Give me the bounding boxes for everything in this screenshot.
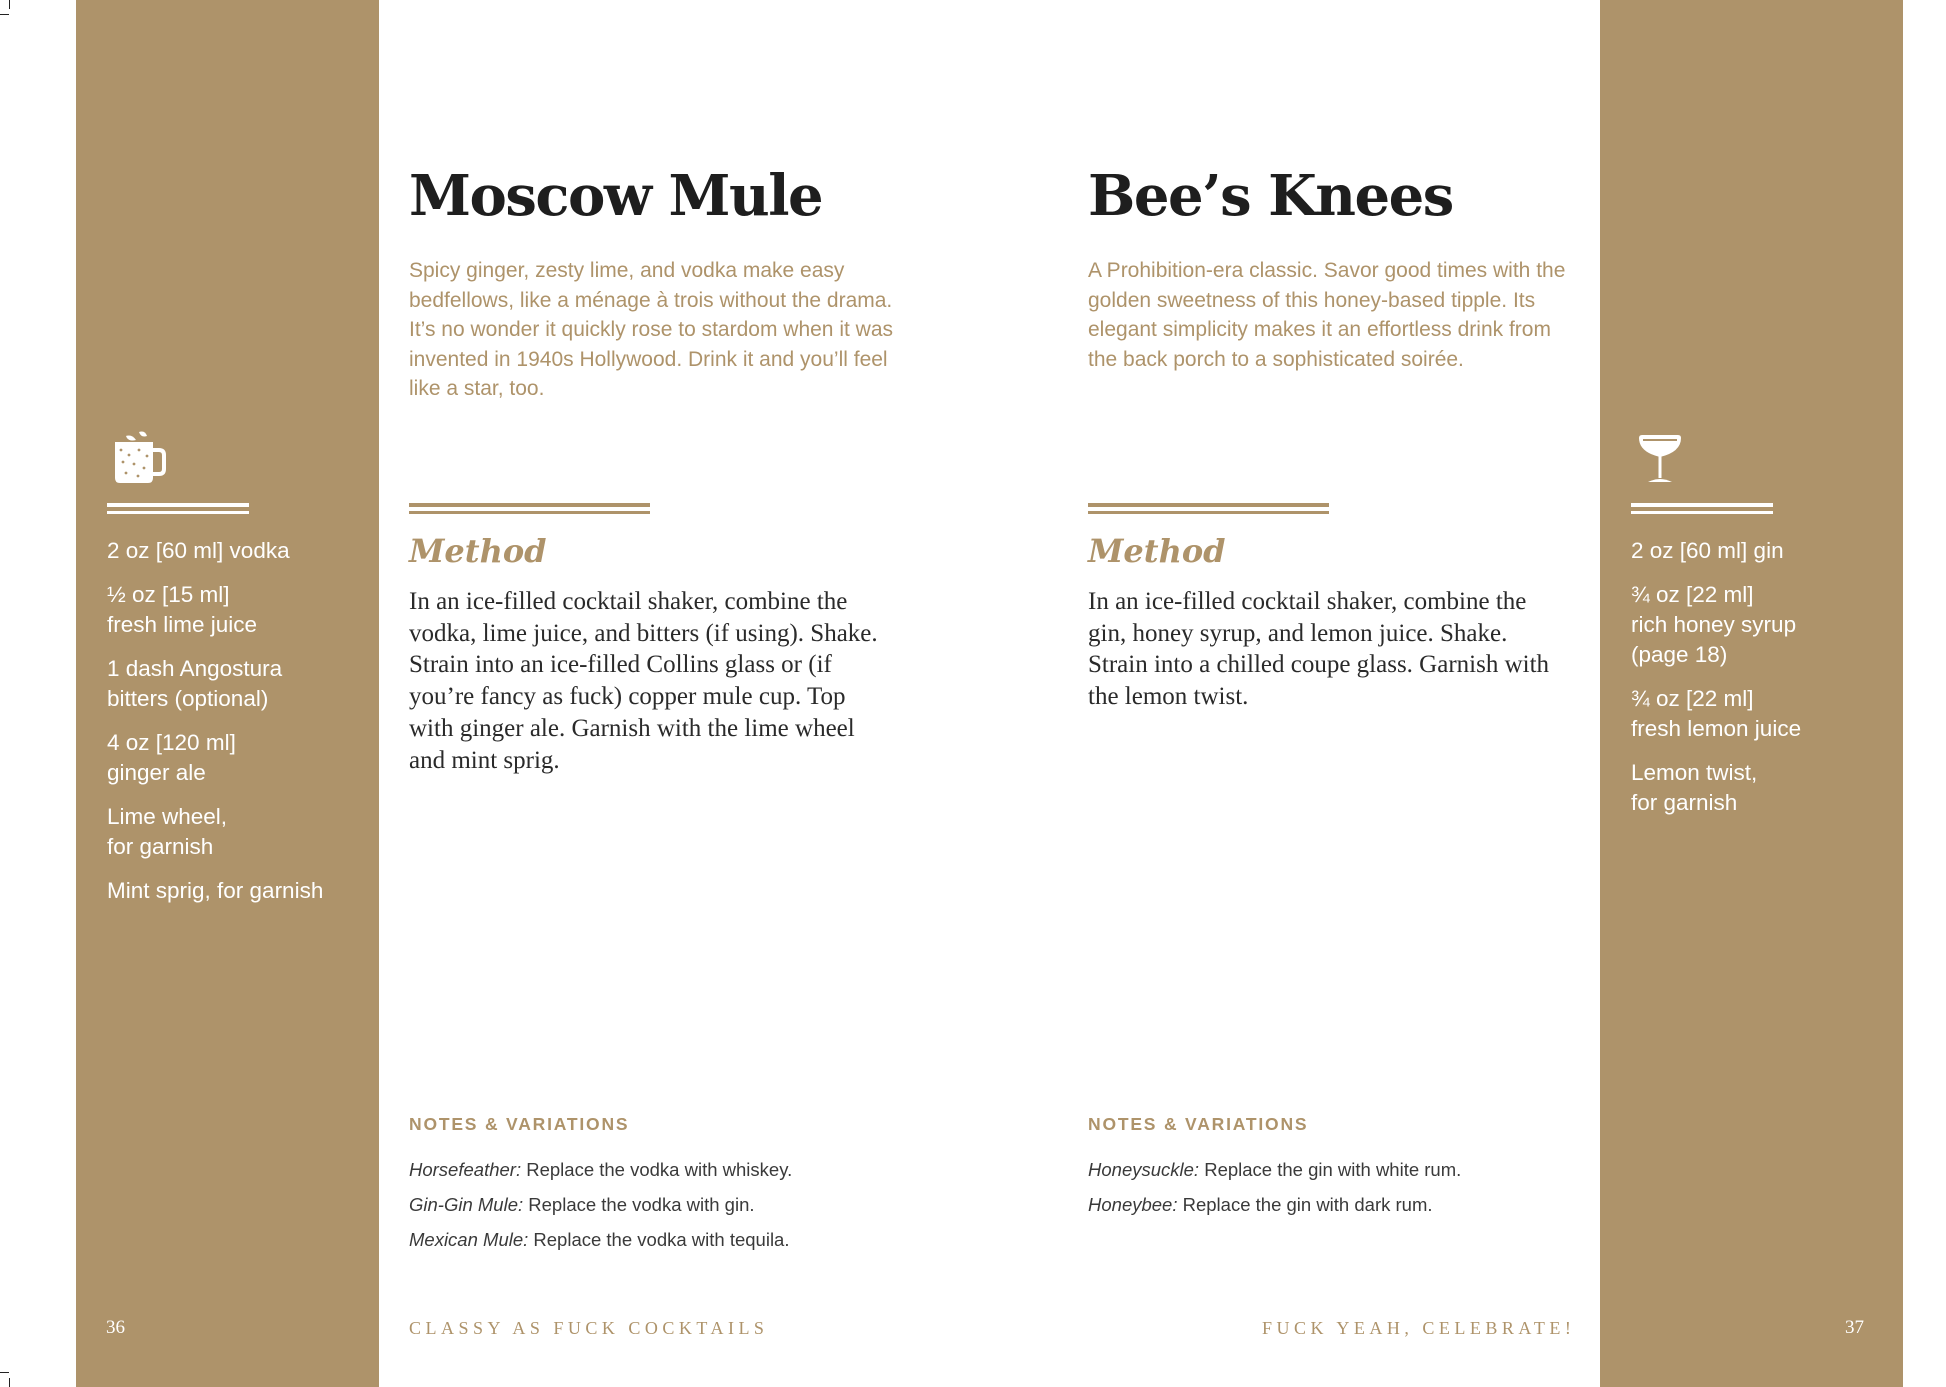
variation-item [1088, 1187, 1461, 1222]
ingredient-item: Lemon twist, for garnish [1631, 760, 1758, 815]
crop-mark [9, 0, 10, 9]
ingredient-item: Mint sprig, for garnish [107, 878, 324, 903]
ingredient-item: ¾ oz [22 ml] rich honey syrup (page 18) [1631, 582, 1797, 667]
ingredient-item: 2 oz [60 ml] gin [1631, 538, 1784, 563]
recipe-description: Spicy ginger, zesty lime, and vodka make easy bedfellows, like a ménage à trois without the drama. It’s no wonder it quickly rose to stardom when it was invented in 1940s Hollywood. Drink it and you’ll feel like a star, too. [409, 259, 893, 400]
crop-mark [0, 1372, 9, 1373]
variation-name: Horsefeather: [409, 1159, 522, 1180]
variation-name: Honeysuckle: [1088, 1159, 1200, 1180]
method-heading: Method [409, 532, 547, 570]
variation-name: Mexican Mule: [409, 1229, 529, 1250]
running-head: FUCK YEAH, CELEBRATE! [1262, 1318, 1576, 1338]
variation-name: Gin-Gin Mule: [409, 1194, 524, 1215]
ingredient-item: ½ oz [15 ml] fresh lime juice [107, 582, 258, 637]
ingredient-item: ¾ oz [22 ml] fresh lemon juice [1631, 686, 1802, 741]
ingredient-list [1631, 536, 1891, 832]
method-text: In an ice-filled cocktail shaker, combine the gin, honey syrup, and lemon juice. Shake. Strain into a chilled coupe glass. Garnish with the lemon twist. [1088, 588, 1550, 711]
variation-text: Replace the vodka with whiskey. [521, 1159, 793, 1180]
variation-item [409, 1187, 792, 1222]
variation-text: Replace the vodka with gin. [523, 1194, 755, 1215]
coupe-glass-icon [1633, 428, 1693, 488]
running-head: CLASSY AS FUCK COCKTAILS [409, 1318, 769, 1338]
variations-list [409, 1152, 792, 1257]
sidebar-divider [1631, 503, 1773, 514]
recipe-description: A Prohibition-era classic. Savor good times with the golden sweetness of this honey-based tipple. Its elegant simplicity makes it an effortless drink from the back porch to a sophisticated soirée. [1088, 259, 1566, 371]
method-heading: Method [1088, 532, 1226, 570]
recipe-title: Bee’s Knees [1088, 163, 1453, 229]
crop-mark [0, 14, 9, 15]
notes-heading: NOTES & VARIATIONS [1088, 1114, 1309, 1134]
page-number: 36 [106, 1317, 125, 1338]
variation-item [409, 1152, 792, 1187]
variations-list [1088, 1152, 1461, 1222]
variation-text: Replace the vodka with tequila. [528, 1229, 790, 1250]
ingredient-item: 1 dash Angostura bitters (optional) [107, 656, 283, 711]
variation-name: Honeybee: [1088, 1194, 1178, 1215]
right-ingredients-sidebar [1600, 0, 1903, 1387]
section-divider [1088, 503, 1329, 514]
recipe-title: Moscow Mule [409, 163, 823, 229]
variation-text: Replace the gin with white rum. [1199, 1159, 1462, 1180]
variation-text: Replace the gin with dark rum. [1177, 1194, 1433, 1215]
variation-item [1088, 1152, 1461, 1187]
sidebar-divider [107, 503, 249, 514]
ingredient-list [107, 536, 367, 920]
ingredient-item: Lime wheel, for garnish [107, 804, 228, 859]
left-ingredients-sidebar [76, 0, 379, 1387]
section-divider [409, 503, 650, 514]
variation-item [409, 1222, 792, 1257]
ingredient-item: 2 oz [60 ml] vodka [107, 538, 290, 563]
crop-mark [9, 1378, 10, 1387]
ingredient-item: 4 oz [120 ml] ginger ale [107, 730, 236, 785]
copper-mule-mug-icon [109, 428, 169, 488]
method-text: In an ice-filled cocktail shaker, combine the vodka, lime juice, and bitters (if using). Shake. Strain into an ice-filled Collins glass or (if you’re fancy as fuck) copper mule cup. Top with ginger ale. Garnish with the lime wheel and mint sprig. [409, 588, 878, 774]
page-number: 37 [1845, 1317, 1864, 1338]
notes-heading: NOTES & VARIATIONS [409, 1114, 630, 1134]
